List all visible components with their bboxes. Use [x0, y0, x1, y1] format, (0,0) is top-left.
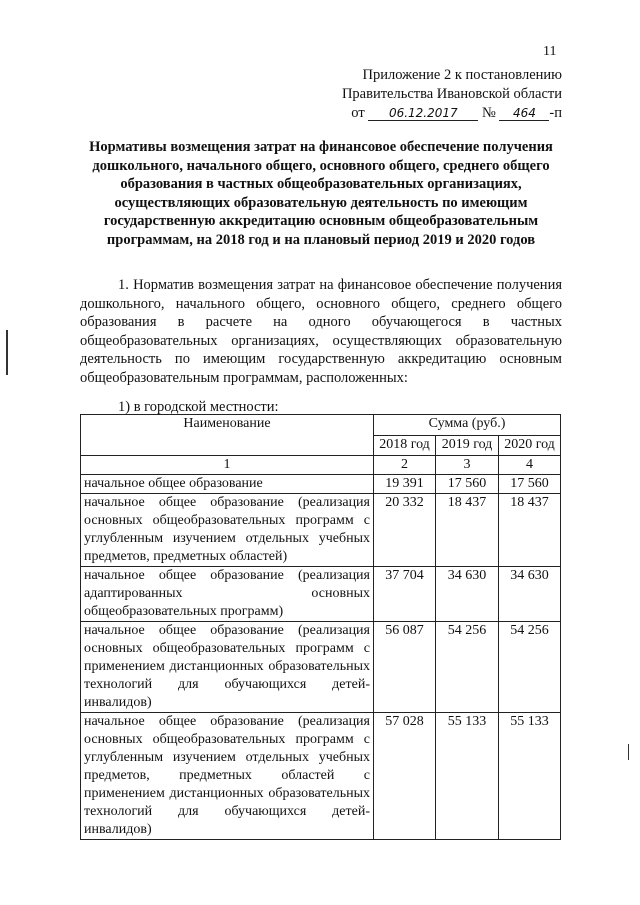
row-value-2018: 37 704	[374, 567, 436, 622]
table-row	[81, 567, 561, 622]
row-value-2018: 20 332	[374, 494, 436, 567]
col-number: 3	[436, 456, 499, 475]
col-number: 4	[499, 456, 561, 475]
table-row	[81, 713, 561, 840]
row-value-2019: 34 630	[436, 567, 499, 622]
appendix-line-3	[342, 104, 562, 123]
appendix-block	[342, 66, 562, 123]
row-value-2020: 18 437	[499, 494, 561, 567]
norms-table	[80, 414, 561, 840]
row-value-2020: 55 133	[499, 713, 561, 840]
row-value-2019: 17 560	[436, 475, 499, 494]
number-suffix: -п	[549, 105, 562, 121]
margin-mark	[628, 744, 629, 760]
row-value-2018: 57 028	[374, 713, 436, 840]
header-year: 2020 год	[499, 435, 561, 456]
row-value-2018: 19 391	[374, 475, 436, 494]
row-name: начальное общее образование	[81, 475, 374, 494]
header-name: Наименование	[81, 415, 374, 456]
appendix-line-2: Правительства Ивановской области	[341, 86, 562, 102]
row-name: начальное общее образование (реализация основных общеобразовательных программ с применением дистанционных образовательных технологий для обучающихся детей-инвалидов)	[81, 622, 374, 713]
paragraph-1: 1. Норматив возмещения затрат на финансовое обеспечение получения дошкольного, начального общего, основного общего, среднего общего образования в расчете на одного обучающегося в частных общеобразовательных организациях, осуществляющих образовательную деятельность по имеющим государственную аккредитацию основным общеобразовательным программам, расположенных:	[80, 277, 562, 386]
handwritten-number: 464	[499, 106, 549, 121]
row-name: начальное общее образование (реализация основных общеобразовательных программ с углубленным изучением отдельных учебных предметов, предметных областей с применением дистанционных образовательных технологий для обучающихся детей-инвалидов)	[81, 713, 374, 840]
col-number: 1	[81, 456, 374, 475]
row-value-2020: 54 256	[499, 622, 561, 713]
subheading-urban: 1) в городской местности:	[118, 399, 279, 415]
row-name: начальное общее образование (реализация адаптированных основных общеобразовательных программ)	[81, 567, 374, 622]
row-value-2019: 54 256	[436, 622, 499, 713]
table-row	[81, 494, 561, 567]
header-year: 2018 год	[374, 435, 436, 456]
appendix-line-1: Приложение 2 к постановлению	[362, 67, 562, 83]
document-title: Нормативы возмещения затрат на финансовое обеспечение получения дошкольного, начального общего, основного общего, среднего общего образования в частных общеобразовательных организациях, осуществляющих образовательную деятельность по имеющим государственную аккредитацию основным общеобразовательным программам, на 2018 год и на плановый период 2019 и 2020 годов	[89, 139, 553, 248]
header-sum: Сумма (руб.)	[374, 415, 561, 436]
page-number: 11	[543, 44, 557, 59]
table-header-row	[81, 415, 561, 436]
from-label: от	[351, 105, 365, 121]
table-colnum-row	[81, 456, 561, 475]
row-value-2019: 55 133	[436, 713, 499, 840]
row-value-2018: 56 087	[374, 622, 436, 713]
table-row	[81, 622, 561, 713]
row-name: начальное общее образование (реализация основных общеобразовательных программ с углубленным изучением отдельных учебных предметов, предметных областей)	[81, 494, 374, 567]
header-year: 2019 год	[436, 435, 499, 456]
table-row	[81, 475, 561, 494]
row-value-2019: 18 437	[436, 494, 499, 567]
number-label: №	[481, 105, 496, 121]
row-value-2020: 34 630	[499, 567, 561, 622]
margin-mark	[6, 330, 8, 375]
row-value-2020: 17 560	[499, 475, 561, 494]
handwritten-date: 06.12.2017	[368, 106, 478, 121]
col-number: 2	[374, 456, 436, 475]
